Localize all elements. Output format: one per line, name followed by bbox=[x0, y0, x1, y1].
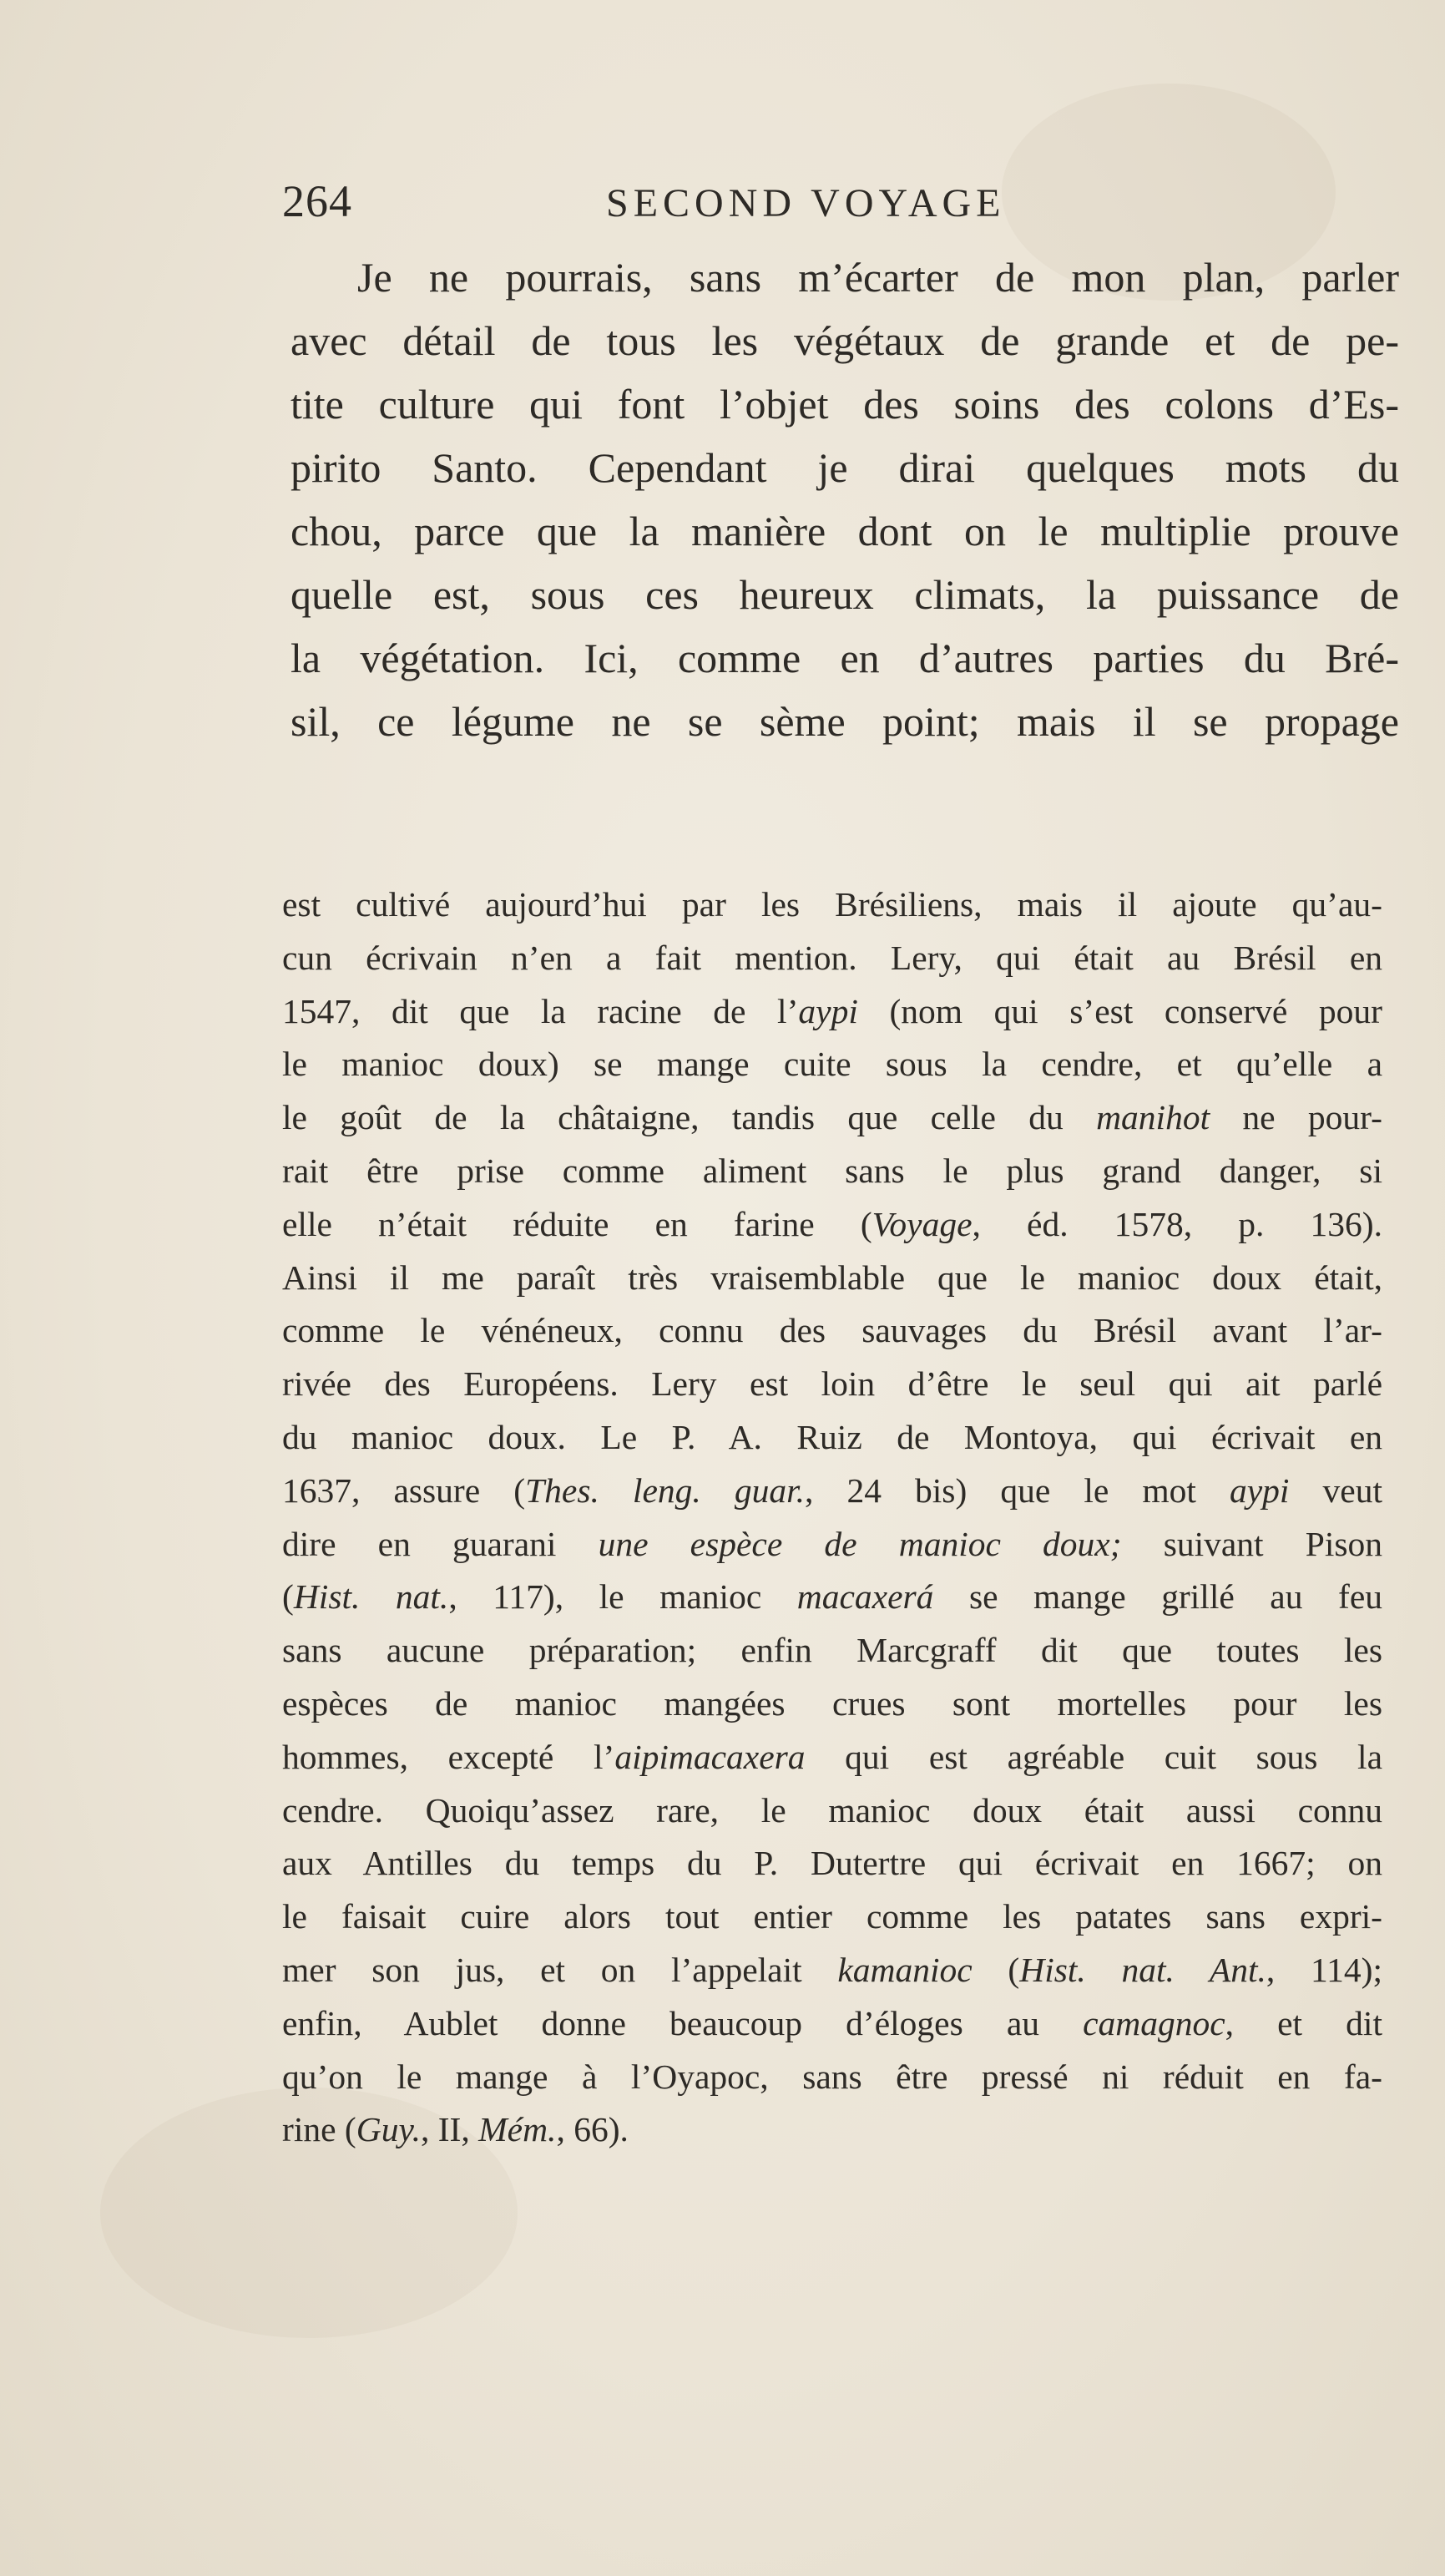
footnote-block bbox=[282, 878, 1382, 2157]
footnote-line: le goût de la châtaigne, tandis que celle du manihot ne pour- bbox=[282, 1098, 1382, 1137]
text-line: Je ne pourrais, sans m’écarter de mon plan, parler bbox=[357, 254, 1399, 301]
footnote-line: mer son jus, et on l’appelait kamanioc (Hist. nat. Ant., 114); bbox=[282, 1950, 1382, 1989]
italic-term: Hist. nat. bbox=[293, 1577, 449, 1617]
footnote-line: comme le vénéneux, connu des sauvages du Brésil avant l’ar- bbox=[282, 1311, 1382, 1350]
footnote-line: 1547, dit que la racine de l’aypi (nom qui s’est conservé pour bbox=[282, 991, 1382, 1030]
text-line: chou, parce que la manière dont on le multiplie prouve bbox=[291, 508, 1399, 554]
footnote-line: (Hist. nat., 117), le manioc macaxerá se mange grillé au feu bbox=[282, 1577, 1382, 1617]
footnote-line: est cultivé aujourd’hui par les Brésiliens, mais il ajoute qu’au- bbox=[282, 885, 1382, 924]
italic-term: camagnoc bbox=[1083, 2003, 1225, 2042]
footnote-line: cun écrivain n’en a fait mention. Lery, qui était au Brésil en bbox=[282, 938, 1382, 977]
footnote-line: le manioc doux) se mange cuite sous la cendre, et qu’elle a bbox=[282, 1045, 1382, 1084]
footnote-line: enfin, Aublet donne beaucoup d’éloges au camagnoc, et dit bbox=[282, 2003, 1382, 2042]
italic-term: Thes. leng. guar. bbox=[525, 1470, 805, 1510]
footnote-line: aux Antilles du temps du P. Dutertre qui écrivait en 1667; on bbox=[282, 1844, 1382, 1883]
page-header bbox=[282, 175, 1117, 234]
text-line: avec détail de tous les végétaux de grande et de pe- bbox=[291, 317, 1399, 364]
footnote-line: 1637, assure (Thes. leng. guar., 24 bis) que le mot aypi veut bbox=[282, 1470, 1382, 1510]
footnote-line: rivée des Européens. Lery est loin d’être le seul qui ait parlé bbox=[282, 1364, 1382, 1404]
footnote-line: sans aucune préparation; enfin Marcgraff dit que toutes les bbox=[282, 1631, 1382, 1670]
text-line: la végétation. Ici, comme en d’autres parties du Bré- bbox=[291, 635, 1399, 681]
main-paragraph bbox=[291, 245, 1399, 753]
italic-term: Guy. bbox=[356, 2110, 421, 2149]
italic-term: aipimacaxera bbox=[614, 1737, 806, 1776]
footnote-line: cendre. Quoiqu’assez rare, le manioc doux était aussi connu bbox=[282, 1790, 1382, 1830]
footnote-line: qu’on le mange à l’Oyapoc, sans être pressé ni réduit en fa- bbox=[282, 2057, 1382, 2096]
italic-term: Hist. nat. Ant. bbox=[1019, 1950, 1266, 1989]
italic-term: macaxerá bbox=[796, 1577, 934, 1617]
footnote-line: rine (Guy., II, Mém., 66). bbox=[282, 2110, 629, 2149]
text-line: sil, ce légume ne se sème point; mais il se propage bbox=[291, 698, 1399, 745]
italic-term: Voyage bbox=[872, 1204, 973, 1243]
footnote-line: hommes, excepté l’aipimacaxera qui est agréable cuit sous la bbox=[282, 1737, 1382, 1776]
footnote-line: le faisait cuire alors tout entier comme les patates sans expri- bbox=[282, 1897, 1382, 1936]
italic-term: une espèce de manioc doux; bbox=[598, 1524, 1122, 1563]
footnote-line: du manioc doux. Le P. A. Ruiz de Montoya, qui écrivait en bbox=[282, 1417, 1382, 1456]
italic-term: kamanioc bbox=[837, 1950, 973, 1989]
italic-term: manihot bbox=[1096, 1098, 1210, 1137]
italic-term: aypi bbox=[798, 991, 858, 1030]
footnote-line: Ainsi il me paraît très vraisemblable que le manioc doux était, bbox=[282, 1258, 1382, 1297]
page-number: 264 bbox=[282, 176, 352, 226]
footnote-line: espèces de manioc mangées crues sont mortelles pour les bbox=[282, 1683, 1382, 1723]
text-line: tite culture qui font l’objet des soins des colons d’Es- bbox=[291, 381, 1399, 428]
italic-term: aypi bbox=[1230, 1470, 1290, 1510]
footnote-line: rait être prise comme aliment sans le plus grand danger, si bbox=[282, 1151, 1382, 1190]
running-head: SECOND VOYAGE bbox=[606, 181, 1006, 225]
italic-term: Mém. bbox=[478, 2110, 557, 2149]
footnote-line: dire en guarani une espèce de manioc doux; suivant Pison bbox=[282, 1524, 1382, 1563]
footnote-line: elle n’était réduite en farine (Voyage, éd. 1578, p. 136). bbox=[282, 1204, 1382, 1243]
text-line: pirito Santo. Cependant je dirai quelques mots du bbox=[291, 444, 1399, 491]
text-line: quelle est, sous ces heureux climats, la puissance de bbox=[291, 571, 1399, 618]
